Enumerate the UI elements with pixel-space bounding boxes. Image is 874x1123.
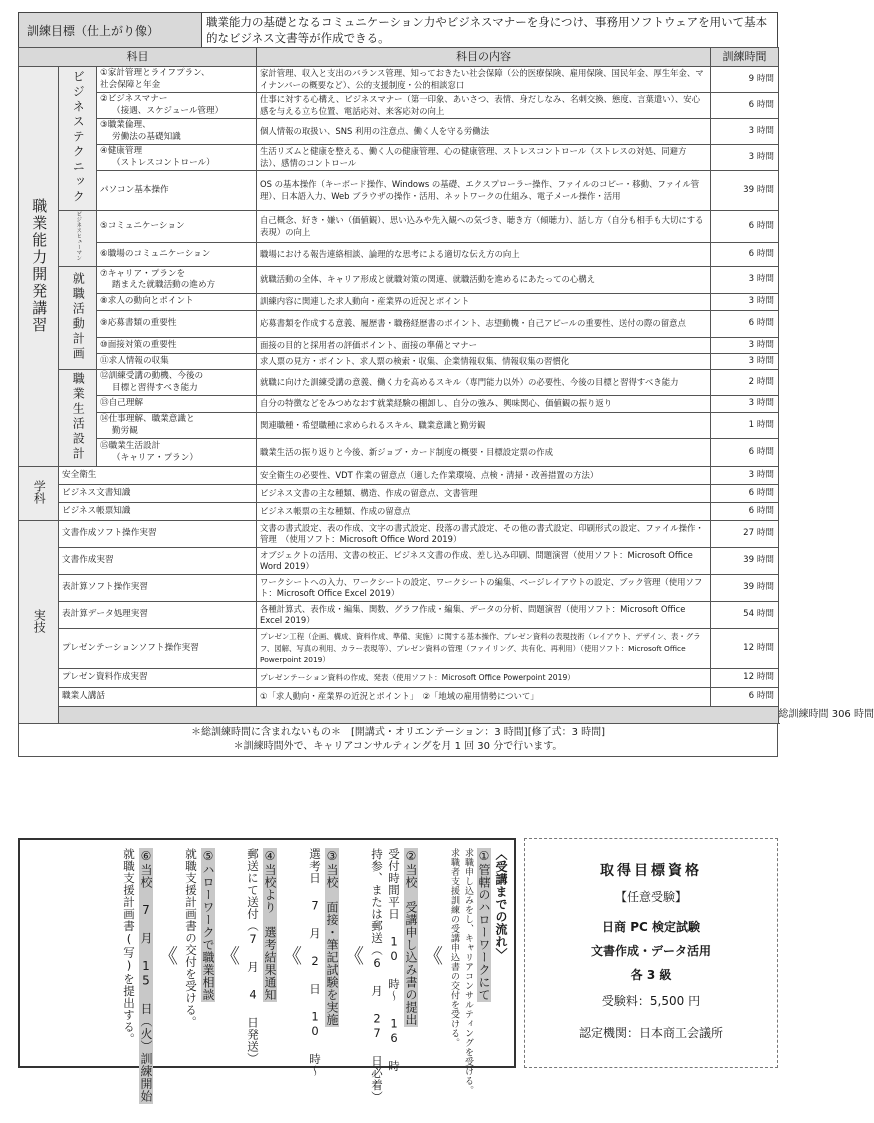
content-cell: ビジネス帳票の主な種類、作成の留意点 [257,503,711,521]
hours-cell: 3 時間 [711,119,779,145]
content-cell: プレゼン工程（企画、構成、資料作成、準備、実施）に関する基本操作、プレゼン資料の表現技術（レイアウト、デザイン、表・グラフ、図解、写真の利用、カラー表現等）、プレゼン資料の管理（ファイリング、共有化、再利用）（使用ソフト：Microsoft Office Powerpoint 2019） [257,629,711,669]
category-jitsugi: 実技 [19,521,59,724]
subject-cell: パソコン基本操作 [97,171,257,211]
table-row [19,439,779,467]
table-row [19,294,779,311]
enrollment-flow [18,838,516,1103]
flow-title: 〈受講までの流れ〉 [494,848,508,961]
step3-detail-a: 選考日 7 月 2 日 10 時～ [308,848,322,1077]
content-cell: 自分の特徴などをみつめなおす就業経験の棚卸し、自分の強み、興味関心、価値観の振り返り [257,396,711,413]
subject-cell: ⑨応募書類の重要性 [97,311,257,338]
subject-cell: 職業人講話 [59,688,257,707]
hours-cell: 39 時間 [711,171,779,211]
table-row [19,171,779,211]
training-goal-text: 職業能力の基礎となるコミュニケーション力やビジネスマナーを身につけ、事務用ソフトウェアを用いて基本的なビジネス文書等が作成できる。 [206,15,768,45]
cert-exam: 日商 PC 検定試験 [602,920,700,934]
table-row [19,311,779,338]
step1-detail-a: 求職申し込みをし、キャリアコンサルティングを受ける。 [463,848,473,1095]
table-row [19,575,779,602]
content-cell: 文書の書式設定、表の作成、文字の書式設定、段落の書式設定、その他の書式設定、印刷形式の設定、ファイル操作・管理 （使用ソフト：Microsoft Office Word 2019） [257,521,711,548]
step5-title: ⑤ハローワークで職業相談 [201,849,215,1001]
hours-cell: 39 時間 [711,575,779,602]
hours-cell: 2 時間 [711,370,779,396]
hours-cell: 12 時間 [711,629,779,669]
hours-cell: 9 時間 [711,67,779,93]
hours-cell: 6 時間 [711,311,779,338]
subject-cell: ⑩面接対策の重要性 [97,338,257,354]
content-cell: 就職に向けた訓練受講の意義、働く力を高めるスキル（専門能力以外）の必要性、今後の目標と習得すべき能力 [257,370,711,396]
hours-cell: 39 時間 [711,548,779,575]
arrow-icon: 《 [282,943,302,968]
step3-title: ③当校 面接・筆記試験を実施 [325,849,339,1026]
content-cell: ビジネス文書の主な種類、構造、作成の留意点、文書管理 [257,485,711,503]
subject-cell: 文書作成実習 [59,548,257,575]
table-row [19,67,779,93]
step1-detail-b: 求職者支援訓練の受講申込書の交付を受ける。 [449,848,459,1048]
curriculum-table [18,47,874,724]
table-row [19,521,779,548]
content-cell: ワークシートへの入力、ワークシートの設定、ワークシートの編集、ページレイアウトの設定、ブック管理（使用ソフト：Microsoft Office Excel 2019） [257,575,711,602]
arrow-icon: 《 [220,943,240,968]
content-cell: 仕事に対する心構え、ビジネスマナー（第一印象、あいさつ、表情、身だしなみ、名刺交換、態度、言葉遣い）、安心感を与える立ち位置、電話応対、来客応対の向上 [257,93,711,119]
content-cell: 関連職種・希望職種に求められるスキル、職業意識と勤労観 [257,413,711,439]
cert-level: 各 3 級 [630,968,672,982]
cert-org: 認定機関：日本商工会議所 [578,1026,723,1040]
hours-cell: 3 時間 [711,294,779,311]
content-cell: 家計管理、収入と支出のバランス管理、知っておきたい社会保障（公的医療保険、雇用保険、国民年金、厚生年金、マイナンバーの概要など）、公的支援制度・公的相談窓口 [257,67,711,93]
content-cell: 求人票の見方・ポイント、求人票の検索・収集、企業情報収集、情報収集の習慣化 [257,354,711,370]
subject-cell: 文書作成ソフト操作実習 [59,521,257,548]
table-row [19,338,779,354]
training-goal [18,12,778,48]
hours-cell: 1 時間 [711,413,779,439]
subject-cell: ⑭仕事理解、職業意識と 勤労観 [97,413,257,439]
training-goal-label: 訓練目標（仕上がり像） [19,13,202,47]
hours-cell: 3 時間 [711,396,779,413]
table-row [19,119,779,145]
table-row [19,243,779,267]
header-content: 科目の内容 [257,48,711,67]
notes [18,724,778,757]
content-cell: 訓練内容に関連した求人動向・産業界の近況とポイント [257,294,711,311]
step6-title: ⑥当校 7 月 15 日（火）訓練開始 [139,849,153,1103]
subject-cell: 安全衛生 [59,467,257,485]
subject-cell: ビジネス文書知識 [59,485,257,503]
content-cell: 自己概念、好き・嫌い（価値観）、思い込みや先入観への気づき、聴き方（傾聴力）、話し方（自分も相手も大切にする表現）の向上 [257,211,711,243]
content-cell: 職業生活の振り返りと今後、新ジョブ・カード制度の概要・目標設定票の作成 [257,439,711,467]
subject-cell: ②ビジネスマナー （接遇、スケジュール管理） [97,93,257,119]
note-line-1: ＊総訓練時間に含まれないもの＊ [開講式・オリエンテーション：3 時間][修了式：3 時間] [190,727,606,738]
total-spacer [59,707,779,724]
subject-cell: ⑮職業生活設計 （キャリア・プラン） [97,439,257,467]
hours-cell: 3 時間 [711,145,779,171]
subject-cell: ⑫訓練受講の動機、今後の 目標と習得すべき能力 [97,370,257,396]
content-cell: 面接の目的と採用者の評価ポイント、面接の準備とマナー [257,338,711,354]
subject-cell: 表計算ソフト操作実習 [59,575,257,602]
subject-cell: ④健康管理 （ストレスコントロール） [97,145,257,171]
target-certification [524,838,778,1068]
table-row [19,396,779,413]
subject-cell: ①家計管理とライフプラン、 社会保障と年金 [97,67,257,93]
hours-cell: 6 時間 [711,439,779,467]
table-row [19,503,779,521]
hours-cell: 6 時間 [711,688,779,707]
subject-cell: プレゼンテーションソフト操作実習 [59,629,257,669]
hours-cell: 6 時間 [711,93,779,119]
table-row [19,370,779,396]
table-row [19,93,779,119]
subject-cell: ⑪求人情報の収集 [97,354,257,370]
content-cell: 生活リズムと健康を整える、働く人の健康管理、心の健康管理、ストレスコントロール（ストレスの対処、同避方法）、感情のコントロール [257,145,711,171]
subject-cell: ⑤コミュニケーション [97,211,257,243]
hours-cell: 6 時間 [711,503,779,521]
hours-cell: 3 時間 [711,354,779,370]
content-cell: プレゼンテーション資料の作成、発表（使用ソフト：Microsoft Office Powerpoint 2019） [257,669,711,688]
step2-title: ②当校 受講申し込み書の提出 [404,849,418,1026]
category-shushoku: 就職活動計画 [59,267,97,370]
subject-cell: ⑬自己理解 [97,396,257,413]
category-business-technique: ビジネステクニック [59,67,97,211]
hours-cell: 6 時間 [711,485,779,503]
content-cell: 就職活動の全体、キャリア形成と就職対策の関連、就職活動を進めるにあたっての心構え [257,267,711,294]
hours-cell: 6 時間 [711,243,779,267]
subject-cell: 表計算データ処理実習 [59,602,257,629]
table-row [19,145,779,171]
step4-detail-a: 郵送にて送付（7 月 4 日発送） [246,848,260,1065]
subject-cell: ⑥職場のコミュニケーション [97,243,257,267]
content-cell: OS の基本操作（キーボード操作、Windows の基礎、エクスプローラー操作、ファイルのコピー・移動、ファイル管理）、日本語入力、Web ブラウザの操作・活用、ネットワークの仕組み、電子メール操作・活用 [257,171,711,211]
subject-cell: ③職業倫理、 労働法の基礎知識 [97,119,257,145]
hours-cell: 27 時間 [711,521,779,548]
hours-cell: 3 時間 [711,338,779,354]
curriculum-page [18,12,874,757]
category-business-human: ビジネスヒューマン [59,211,97,267]
table-row [19,267,779,294]
header-subject: 科目 [19,48,257,67]
table-row [19,485,779,503]
total-row: 総訓練時間 306 時間 [19,707,779,724]
arrow-icon: 《 [344,943,364,968]
step1-title: ①管轄のハローワークにて [477,849,491,1001]
subject-cell: ⑧求人の動向とポイント [97,294,257,311]
category-gakka: 学科 [19,467,59,521]
table-row [19,669,779,688]
table-header [19,48,779,67]
subject-cell: ⑦キャリア・プランを 踏まえた就職活動の進め方 [97,267,257,294]
bottom-section [18,838,778,1103]
hours-cell: 12 時間 [711,669,779,688]
content-cell: 各種計算式、表作成・編集、関数、グラフ作成・編集、データの分析、問題演習（使用ソフト：Microsoft Office Excel 2019） [257,602,711,629]
table-row [19,629,779,669]
cert-fee: 受験料：5,500 円 [601,994,701,1008]
table-row [19,467,779,485]
hours-cell: 54 時間 [711,602,779,629]
content-cell: ①「求人動向・産業界の近況とポイント」 ②「地域の雇用情勢について」 [257,688,711,707]
step6-detail-a: 就職支援計画書(写)を提出する。 [122,848,136,1045]
step4-title: ④当校より 選考結果通知 [263,849,277,1001]
step2-detail-a: 受付時間平日 10 時～ 16 時 [387,848,401,1072]
content-cell: 職場における報告連絡相談、論理的な思考による適切な伝え方の向上 [257,243,711,267]
table-row [19,354,779,370]
table-row [19,602,779,629]
content-cell: オブジェクトの活用、文書の校正、ビジネス文書の作成、差し込み印刷、問題演習（使用ソフト：Microsoft Office Word 2019） [257,548,711,575]
hours-cell: 3 時間 [711,467,779,485]
content-cell: 安全衛生の必要性、VDT 作業の留意点（適した作業環境、点検・清掃・改善措置の方法） [257,467,711,485]
table-row [19,688,779,707]
cert-kind: 文書作成・データ活用 [590,944,711,958]
content-cell: 個人情報の取扱い、SNS 利用の注意点、働く人を守る労働法 [257,119,711,145]
note-line-2: ＊訓練時間外で、キャリアコンサルティングを月 1 回 30 分で行います。 [233,741,563,752]
subject-cell: ビジネス帳票知識 [59,503,257,521]
hours-cell: 3 時間 [711,267,779,294]
step2-detail-b: 持参、または郵送（6 月 27 日必着） [370,848,384,1103]
step5-detail-a: 就職支援計画書の交付を受ける。 [184,848,198,1028]
table-row [19,548,779,575]
cert-sub: 【任意受験】 [614,890,687,904]
header-hours: 訓練時間 [711,48,779,67]
arrow-icon: 《 [423,943,443,968]
subject-cell: プレゼン資料作成実習 [59,669,257,688]
table-row [19,211,779,243]
category-koushu: 職業能力開発講習 [19,67,59,467]
category-seikatsu: 職業生活設計 [59,370,97,467]
cert-title: 取得目標資格 [600,863,702,879]
content-cell: 応募書類を作成する意義、履歴書・職務経歴書のポイント、志望動機・自己アピールの重要性、送付の際の留意点 [257,311,711,338]
hours-cell: 6 時間 [711,211,779,243]
arrow-icon: 《 [158,943,178,968]
table-row [19,413,779,439]
